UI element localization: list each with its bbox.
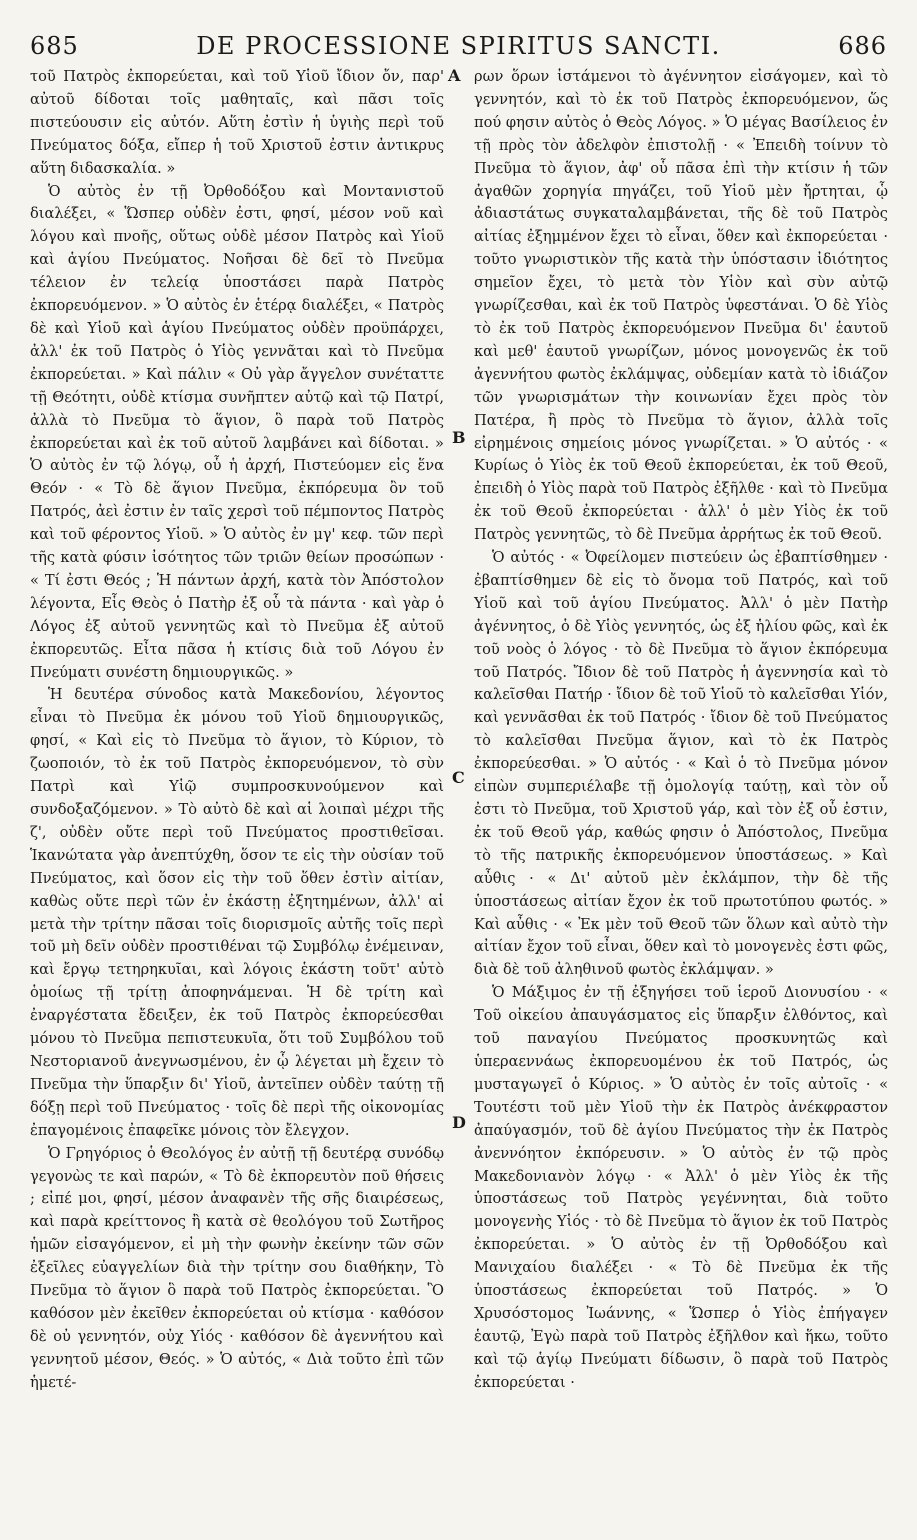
paragraph: Ὁ αὐτὸς ἐν τῇ Ὀρθοδόξου καὶ Μοντανιστοῦ διαλέξει, « Ὥσπερ οὐδὲν ἐστι, φησί, μέσον νοῦ καὶ λόγου καὶ πνοῆς, οὕτως οὐδὲ μέσον Πατρὸς καὶ Υἱοῦ καὶ ἁγίου Πνεύματος. Νοῆσαι δὲ δεῖ τὸ Πνεῦμα τέλειον ἐν τελείᾳ ὑποστάσει παρὰ Πατρὸς ἐκπορευόμενον. » Ὁ αὐτὸς ἐν ἑτέρᾳ διαλέξει, « Πατρὸς δὲ καὶ Υἱοῦ καὶ ἁγίου Πνεύματος οὐδὲν προϋπάρχει, ἀλλ' ἐκ τοῦ Πατρὸς ὁ Υἱὸς γεννᾶται καὶ τὸ Πνεῦμα ἐκπορεύεται. » Καὶ πάλιν « Οὐ γὰρ ἄγγελον συνέταττε τῇ Θεότητι, οὐδὲ κτίσμα συνῆπτεν αὐτῷ καὶ τῷ Πατρί, ἀλλὰ τὸ Πνεῦμα τὸ ἅγιον, ὃ παρὰ τοῦ Πατρὸς ἐκπορεύεται καὶ ἐκ τοῦ αὐτοῦ λαμβάνει καὶ δίδοται. » Ὁ αὐτὸς ἐν τῷ λόγῳ, οὗ ἡ ἀρχή, Πιστεύομεν εἰς ἕνα Θεόν · « Τὸ δὲ ἅγιον Πνεῦμα, ἐκπόρευμα ὂν τοῦ Πατρός, ἀεὶ ἐστιν ἐν ταῖς χερσὶ τοῦ πέμποντος Πατρὸς καὶ τοῦ φέροντος Υἱοῦ. » Ὁ αὐτὸς ἐν μγ' κεφ. τῶν περὶ τῆς κατὰ φύσιν ἰσότητος τῶν τριῶν θείων προσώπων · « Τί ἐστι Θεός ; Ἡ πάντων ἀρχή, κατὰ τὸν Ἀπόστολον λέγοντα, Εἷς Θεὸς ὁ Πατὴρ ἐξ οὗ τὰ πάντα · καὶ γὰρ ὁ Λόγος ἐξ αὐτοῦ γεννητῶς καὶ τὸ Πνεῦμα ἐξ αὐτοῦ ἐκπορευτῶς. Εἶτα πᾶσα ἡ κτίσις διὰ τοῦ Λόγου ἐν Πνεύματι συνέστη δημιουργικῶς. » bbox=[30, 182, 444, 681]
page-number-right: 686 bbox=[838, 32, 887, 60]
page-number-left: 685 bbox=[30, 32, 79, 60]
paragraph: ρων ὅρων ἱστάμενοι τὸ ἀγέννητον εἰσάγομεν, καὶ τὸ γεννητόν, καὶ τὸ ἐκ τοῦ Πατρὸς ἐκπορευόμενον, ὥς πού φησιν αὐτὸς ὁ Θεὸς Λόγος. » Ὁ μέγας Βασίλειος ἐν τῇ πρὸς τὸν ἀδελφὸν ἐπιστολῇ · « Ἐπειδὴ τοίνυν τὸ Πνεῦμα τὸ ἅγιον, ἀφ' οὗ πᾶσα ἐπὶ τὴν κτίσιν ἡ τῶν ἀγαθῶν χορηγία πηγάζει, τοῦ Υἱοῦ μὲν ἤρτηται, ᾧ ἀδιαστάτως συγκαταλαμβάνεται, τῆς δὲ τοῦ Πατρὸς αἰτίας ἐξημμένον ἔχει τὸ εἶναι, ὅθεν καὶ ἐκπορεύεται · τοῦτο γνωριστικὸν τῆς κατὰ τὴν ὑπόστασιν ἰδιότητος σημεῖον ἔχει, τὸ μετὰ τὸν Υἱὸν καὶ σὺν αὐτῷ γνωρίζεσθαι, καὶ ἐκ τοῦ Πατρὸς ὑφεστάναι. Ὁ δὲ Υἱὸς τὸ ἐκ τοῦ Πατρὸς ἐκπορευόμενον Πνεῦμα δι' ἑαυτοῦ καὶ μεθ' ἑαυτοῦ γνωρίζων, μόνος μονογενῶς ἐκ τοῦ ἀγεννήτου φωτὸς ἐκλάμψας, οὐδεμίαν κατὰ τὸ ἰδιάζον τῶν γνωρισμάτων τὴν κοινωνίαν ἔχει πρὸς τὸν Πατέρα, ἢ πρὸς τὸ Πνεῦμα τὸ ἅγιον, ἀλλὰ τοῖς εἰρημένοις σημείοις μόνος γνωρίζεται. » Ὁ αὐτός · « Κυρίως ὁ Υἱὸς ἐκ τοῦ Θεοῦ ἐκπορεύεται, ἐκ τοῦ Θεοῦ, ἐπειδὴ ὁ Υἱὸς παρὰ τοῦ Πατρὸς ἐξῆλθε · καὶ τὸ Πνεῦμα ἐκ τοῦ Θεοῦ ἐκπορεύεται · ἀλλ' ὁ μὲν Υἱὸς ἐκ τοῦ Πατρὸς γεννητῶς, τὸ δὲ Πνεῦμα ἀρρήτως ἐκ τοῦ Θεοῦ. bbox=[474, 68, 888, 544]
margin-marker-a: A bbox=[448, 66, 461, 85]
running-title: DE PROCESSIONE SPIRITUS SANCTI. bbox=[196, 32, 721, 60]
right-column bbox=[474, 66, 888, 1395]
paragraph: Ὁ αὐτός · « Ὀφείλομεν πιστεύειν ὡς ἐβαπτίσθημεν · ἐβαπτίσθημεν δὲ εἰς τὸ ὄνομα τοῦ Πατρός, καὶ τοῦ Υἱοῦ καὶ τοῦ ἁγίου Πνεύματος. Ἀλλ' ὁ μὲν Πατὴρ ἀγέννητος, ὁ δὲ Υἱὸς γεννητός, ὡς ἐξ ἡλίου φῶς, καὶ ἐκ τοῦ νοὸς ὁ λόγος · τὸ δὲ Πνεῦμα τὸ ἅγιον ἐκπόρευμα τοῦ Πατρός. Ἴδιον δὲ τοῦ Πατρὸς ἡ ἀγεννησία καὶ τὸ καλεῖσθαι Πατήρ · ἴδιον δὲ τοῦ Υἱοῦ τὸ καλεῖσθαι Υἱόν, καὶ γεννᾶσθαι ἐκ τοῦ Πατρός · ἴδιον δὲ τοῦ Πνεύματος τὸ καλεῖσθαι Πνεῦμα ἅγιον, καὶ τὸ ἐκ Πατρὸς ἐκπορεύεσθαι. » Ὁ αὐτός · « Καὶ ὁ τὸ Πνεῦμα μόνον εἰπὼν συμπεριέλαβε τῇ ὁμολογίᾳ ταύτῃ, καὶ τὸν οὗ ἐστι τὸ Πνεῦμα, τοῦ Χριστοῦ γάρ, καὶ τὸν ἐξ οὗ ἐστιν, ἐκ τοῦ Θεοῦ γάρ, καθώς φησιν ὁ Ἀπόστολος, Πνεῦμα τὸ τῆς πατρικῆς ἐκπορευόμενον ὑποστάσεως. » Καὶ αὖθις · « Δι' αὐτοῦ μὲν ἐκλάμπον, τὴν δὲ τῆς ὑποστάσεως αἰτίαν ἔχον ἐκ τοῦ πρωτοτύπου φωτός. » Καὶ αὖθις · « Ἐκ μὲν τοῦ Θεοῦ τῶν ὅλων καὶ αὐτὸ τὴν αἰτίαν ἔχον τοῦ εἶναι, ὅθεν καὶ τὸ μονογενὲς ἐστι φῶς, διὰ δὲ τοῦ ἀληθινοῦ φωτὸς ἐκλάμψαν. » bbox=[474, 549, 888, 979]
paragraph: Ἡ δευτέρα σύνοδος κατὰ Μακεδονίου, λέγοντος εἶναι τὸ Πνεῦμα ἐκ μόνου τοῦ Υἱοῦ δημιουργικῶς, φησί, « Καὶ εἰς τὸ Πνεῦμα τὸ ἅγιον, τὸ Κύριον, τὸ ζωοποιόν, τὸ ἐκ τοῦ Πατρὸς ἐκπορευόμενον, τὸ σὺν Πατρὶ καὶ Υἱῷ συμπροσκυνούμενον καὶ συνδοξαζόμενον. » Τὸ αὐτὸ δὲ καὶ αἱ λοιπαὶ μέχρι τῆς ζ', οὐδὲν οὔτε περὶ τοῦ Πνεύματος προστιθεῖσαι. Ἱκανώτατα γὰρ ἀνεπτύχθη, ὅσον τε εἰς τὴν οὐσίαν τοῦ Πνεύματος, καὶ ὅσον εἰς τὴν τοῦ ὅθεν ἐστὶν αἰτίαν, καθὼς οὔτε περὶ τῶν ἐν ἑκάστῃ ἐξητημένων, ἀλλ' αἱ μετὰ τὴν τρίτην πᾶσαι τοῖς διορισμοῖς αὐτῆς τοῖς περὶ τοῦ μὴ δεῖν οὐδὲν προστιθέναι τῷ Συμβόλῳ ἐνέμειναν, καὶ ἔργῳ τετηρηκυῖαι, καὶ λόγοις ἑκάστη τοῦτ' αὐτὸ ὁμοίως τῇ τρίτῃ ἀποφηνάμεναι. Ἡ δὲ τρίτη καὶ ἐναργέστατα ἔδειξεν, ἐκ τοῦ Πατρὸς ἐκπορεύεσθαι μόνου τὸ Πνεῦμα πεπιστευκυῖα, ὅτι τοῦ Συμβόλου τοῦ Νεστοριανοῦ ἀνεγνωσμένου, ἐν ᾧ λέγεται μὴ ἔχειν τὸ Πνεῦμα τὴν ὕπαρξιν δι' Υἱοῦ, ἀντεῖπεν οὐδὲν ταύτῃ τῇ δόξῃ περὶ τοῦ Πνεύματος · τοῖς δὲ περὶ τῆς οἰκονομίας ἐπαγομένοις ἐπαφεῖκε μόνοις τὸν ἔλεγχον. bbox=[30, 686, 444, 1139]
margin-marker-c: C bbox=[452, 768, 465, 787]
page-header bbox=[30, 28, 887, 64]
paragraph: Ὁ Μάξιμος ἐν τῇ ἐξηγήσει τοῦ ἱεροῦ Διονυσίου · « Τοῦ οἰκείου ἀπαυγάσματος εἰς ὕπαρξιν ἐλθόντος, καὶ τοῦ παναγίου Πνεύματος προσκυνητῶς καὶ ὑπεραεννάως ἐκπορευομένου ἐκ τοῦ Πατρός, ὡς μυσταγωγεῖ ὁ Κύριος. » Ὁ αὐτὸς ἐν τοῖς αὐτοῖς · « Τουτέστι τοῦ μὲν Υἱοῦ τὴν ἐκ Πατρὸς ἀνέκφραστον ἀπαύγασμόν, τοῦ δὲ ἁγίου Πνεύματος τὴν ἐκ Πατρὸς ἀνεννόητον ἐκπόρευσιν. » Ὁ αὐτὸς ἐν τῷ πρὸς Μακεδονιανὸν λόγῳ · « Ἀλλ' ὁ μὲν Υἱὸς ἐκ τῆς ὑποστάσεως τοῦ Πατρὸς γεγέννηται, διὰ τοῦτο μονογενὴς Υἱός · τὸ δὲ Πνεῦμα τὸ ἅγιον ἐκ τοῦ Πατρὸς ἐκπορεύεται. » Ὁ αὐτὸς ἐν τῇ Ὀρθοδόξου καὶ Μανιχαίου διαλέξει · « Τὸ δὲ Πνεῦμα ἐκ τῆς ὑποστάσεως ἐκπορεύεται τοῦ Πατρός. » Ὁ Χρυσόστομος Ἰωάννης, « Ὥσπερ ὁ Υἱὸς ἐπήγαγεν ἑαυτῷ, Ἐγὼ παρὰ τοῦ Πατρὸς ἐξῆλθον καὶ ἥκω, τοῦτο καὶ τῷ ἁγίῳ Πνεύματι δίδωσιν, ὃ παρὰ τοῦ Πατρὸς ἐκπορεύεται · bbox=[474, 984, 888, 1391]
margin-marker-b: B bbox=[452, 428, 466, 447]
left-column bbox=[30, 66, 444, 1395]
paragraph: Ὁ Γρηγόριος ὁ Θεολόγος ἐν αὐτῇ τῇ δευτέρᾳ συνόδῳ γεγονὼς τε καὶ παρών, « Τὸ δὲ ἐκπορευτὸν ποῦ θήσεις ; εἰπέ μοι, φησί, μέσον ἀναφανὲν τῆς σῆς διαιρέσεως, καὶ παρὰ κρείττονος ἢ κατὰ σὲ θεολόγου τοῦ Σωτῆρος ἡμῶν εἰσαγόμενον, εἰ μὴ τὴν φωνὴν ἐκείνην τῶν σῶν ἐξεῖλες εὐαγγελίων διὰ τὴν τρίτην σου διαθήκην, Τὸ Πνεῦμα τὸ ἅγιον ὃ παρὰ τοῦ Πατρὸς ἐκπορεύεται. Ὃ καθόσον μὲν ἐκεῖθεν ἐκπορεύεται οὐ κτίσμα · καθόσον δὲ οὐ γεννητόν, οὐχ Υἱός · καθόσον δὲ ἀγεννήτου καὶ γεννητοῦ μέσον, Θεός. » Ὁ αὐτός, « Διὰ τοῦτο ἐπὶ τῶν ἡμετέ- bbox=[30, 1144, 444, 1391]
paragraph: τοῦ Πατρὸς ἐκπορεύεται, καὶ τοῦ Υἱοῦ ἴδιον ὄν, παρ' αὐτοῦ δίδοται τοῖς μαθηταῖς, καὶ πᾶσι τοῖς πιστεύουσιν εἰς αὐτόν. Αὕτη ἐστὶν ἡ ὑγιὴς περὶ τοῦ Πνεύματος δόξα, εἴπερ ἡ τοῦ Χριστοῦ ἐστιν ἀντικρυς αὕτη διδασκαλία. » bbox=[30, 68, 444, 177]
margin-marker-d: D bbox=[452, 1113, 466, 1132]
